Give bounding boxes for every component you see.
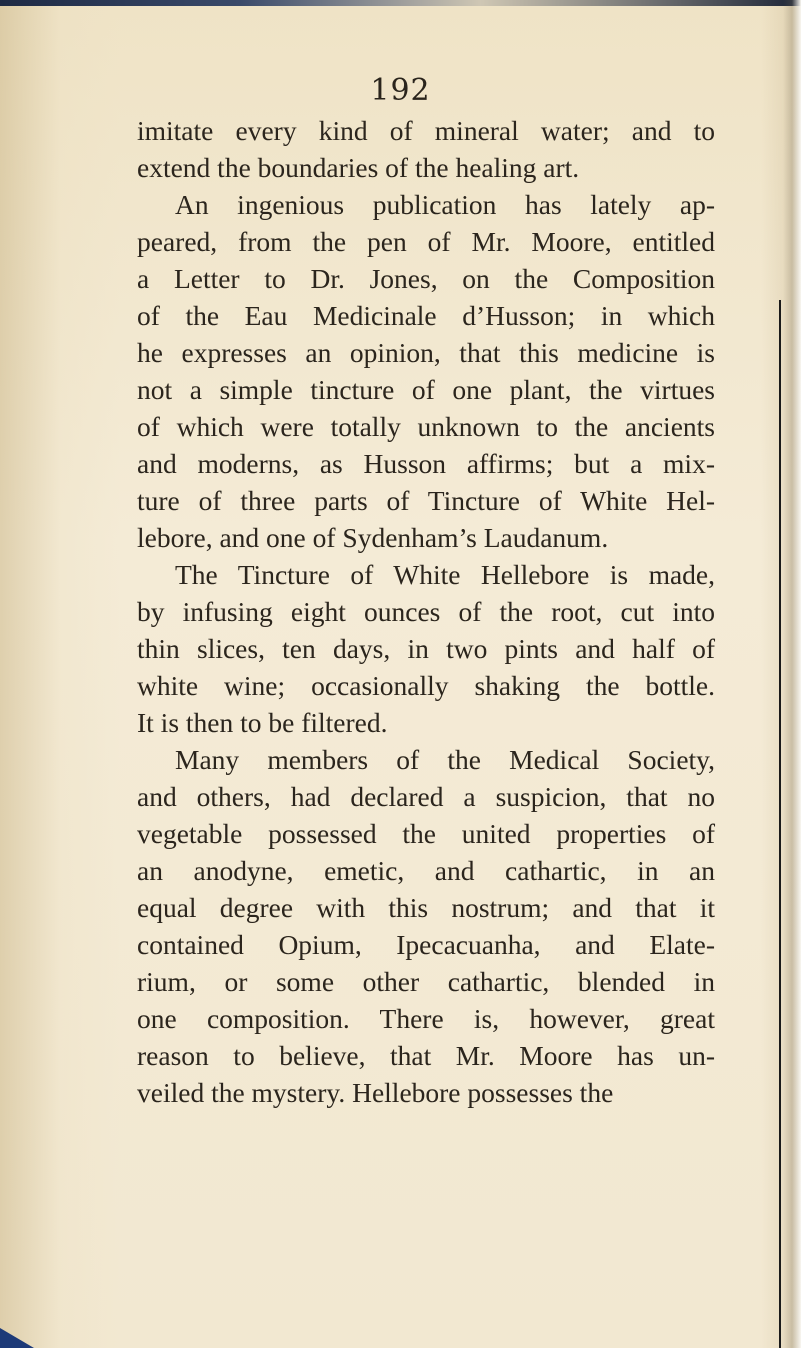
text-line: thin slices, ten days, in two pints and half of: [137, 633, 715, 664]
text-line: not a simple tincture of one plant, the virtues: [137, 374, 715, 405]
text-line: vegetable possessed the united properties of: [137, 818, 715, 849]
text-line: It is then to be filtered.: [137, 707, 388, 738]
text-line: a Letter to Dr. Jones, on the Composition: [137, 263, 715, 294]
text-line: rium, or some other cathartic, blended in: [137, 966, 715, 997]
text-line: ture of three parts of Tincture of White Hel-: [137, 485, 715, 516]
text-line: of the Eau Medicinale d’Husson; in which: [137, 300, 715, 331]
text-line: extend the boundaries of the healing art.: [137, 152, 580, 183]
text-line: white wine; occasionally shaking the bottle.: [137, 670, 715, 701]
text-line: reason to believe, that Mr. Moore has un-: [137, 1040, 715, 1071]
page-number: 192: [370, 73, 431, 108]
text-line: veiled the mystery. Hellebore possesses the: [137, 1077, 614, 1108]
text-line: an anodyne, emetic, and cathartic, in an: [137, 855, 715, 886]
text-line: Many members of the Medical Society,: [175, 744, 715, 775]
text-line: equal degree with this nostrum; and that it: [137, 892, 715, 923]
text-line: imitate every kind of mineral water; and to: [137, 115, 715, 146]
text-line: peared, from the pen of Mr. Moore, entitled: [137, 226, 715, 257]
corner-tab: [0, 1328, 34, 1348]
text-line: by infusing eight ounces of the root, cut into: [137, 596, 715, 627]
text-line: contained Opium, Ipecacuanha, and Elate-: [137, 929, 715, 960]
text-line: of which were totally unknown to the ancients: [137, 411, 715, 442]
text-line: and moderns, as Husson affirms; but a mix-: [137, 448, 715, 479]
top-page-edge: [0, 0, 801, 6]
right-page-edge: [783, 0, 801, 1348]
text-line: The Tincture of White Hellebore is made,: [175, 559, 715, 590]
text-line: lebore, and one of Sydenham’s Laudanum.: [137, 522, 609, 553]
text-line: one composition. There is, however, great: [137, 1003, 715, 1034]
text-line: An ingenious publication has lately ap-: [175, 189, 715, 220]
text-line: and others, had declared a suspicion, that no: [137, 781, 715, 812]
binding-line: [779, 300, 781, 1348]
text-line: he expresses an opinion, that this medicine is: [137, 337, 715, 368]
